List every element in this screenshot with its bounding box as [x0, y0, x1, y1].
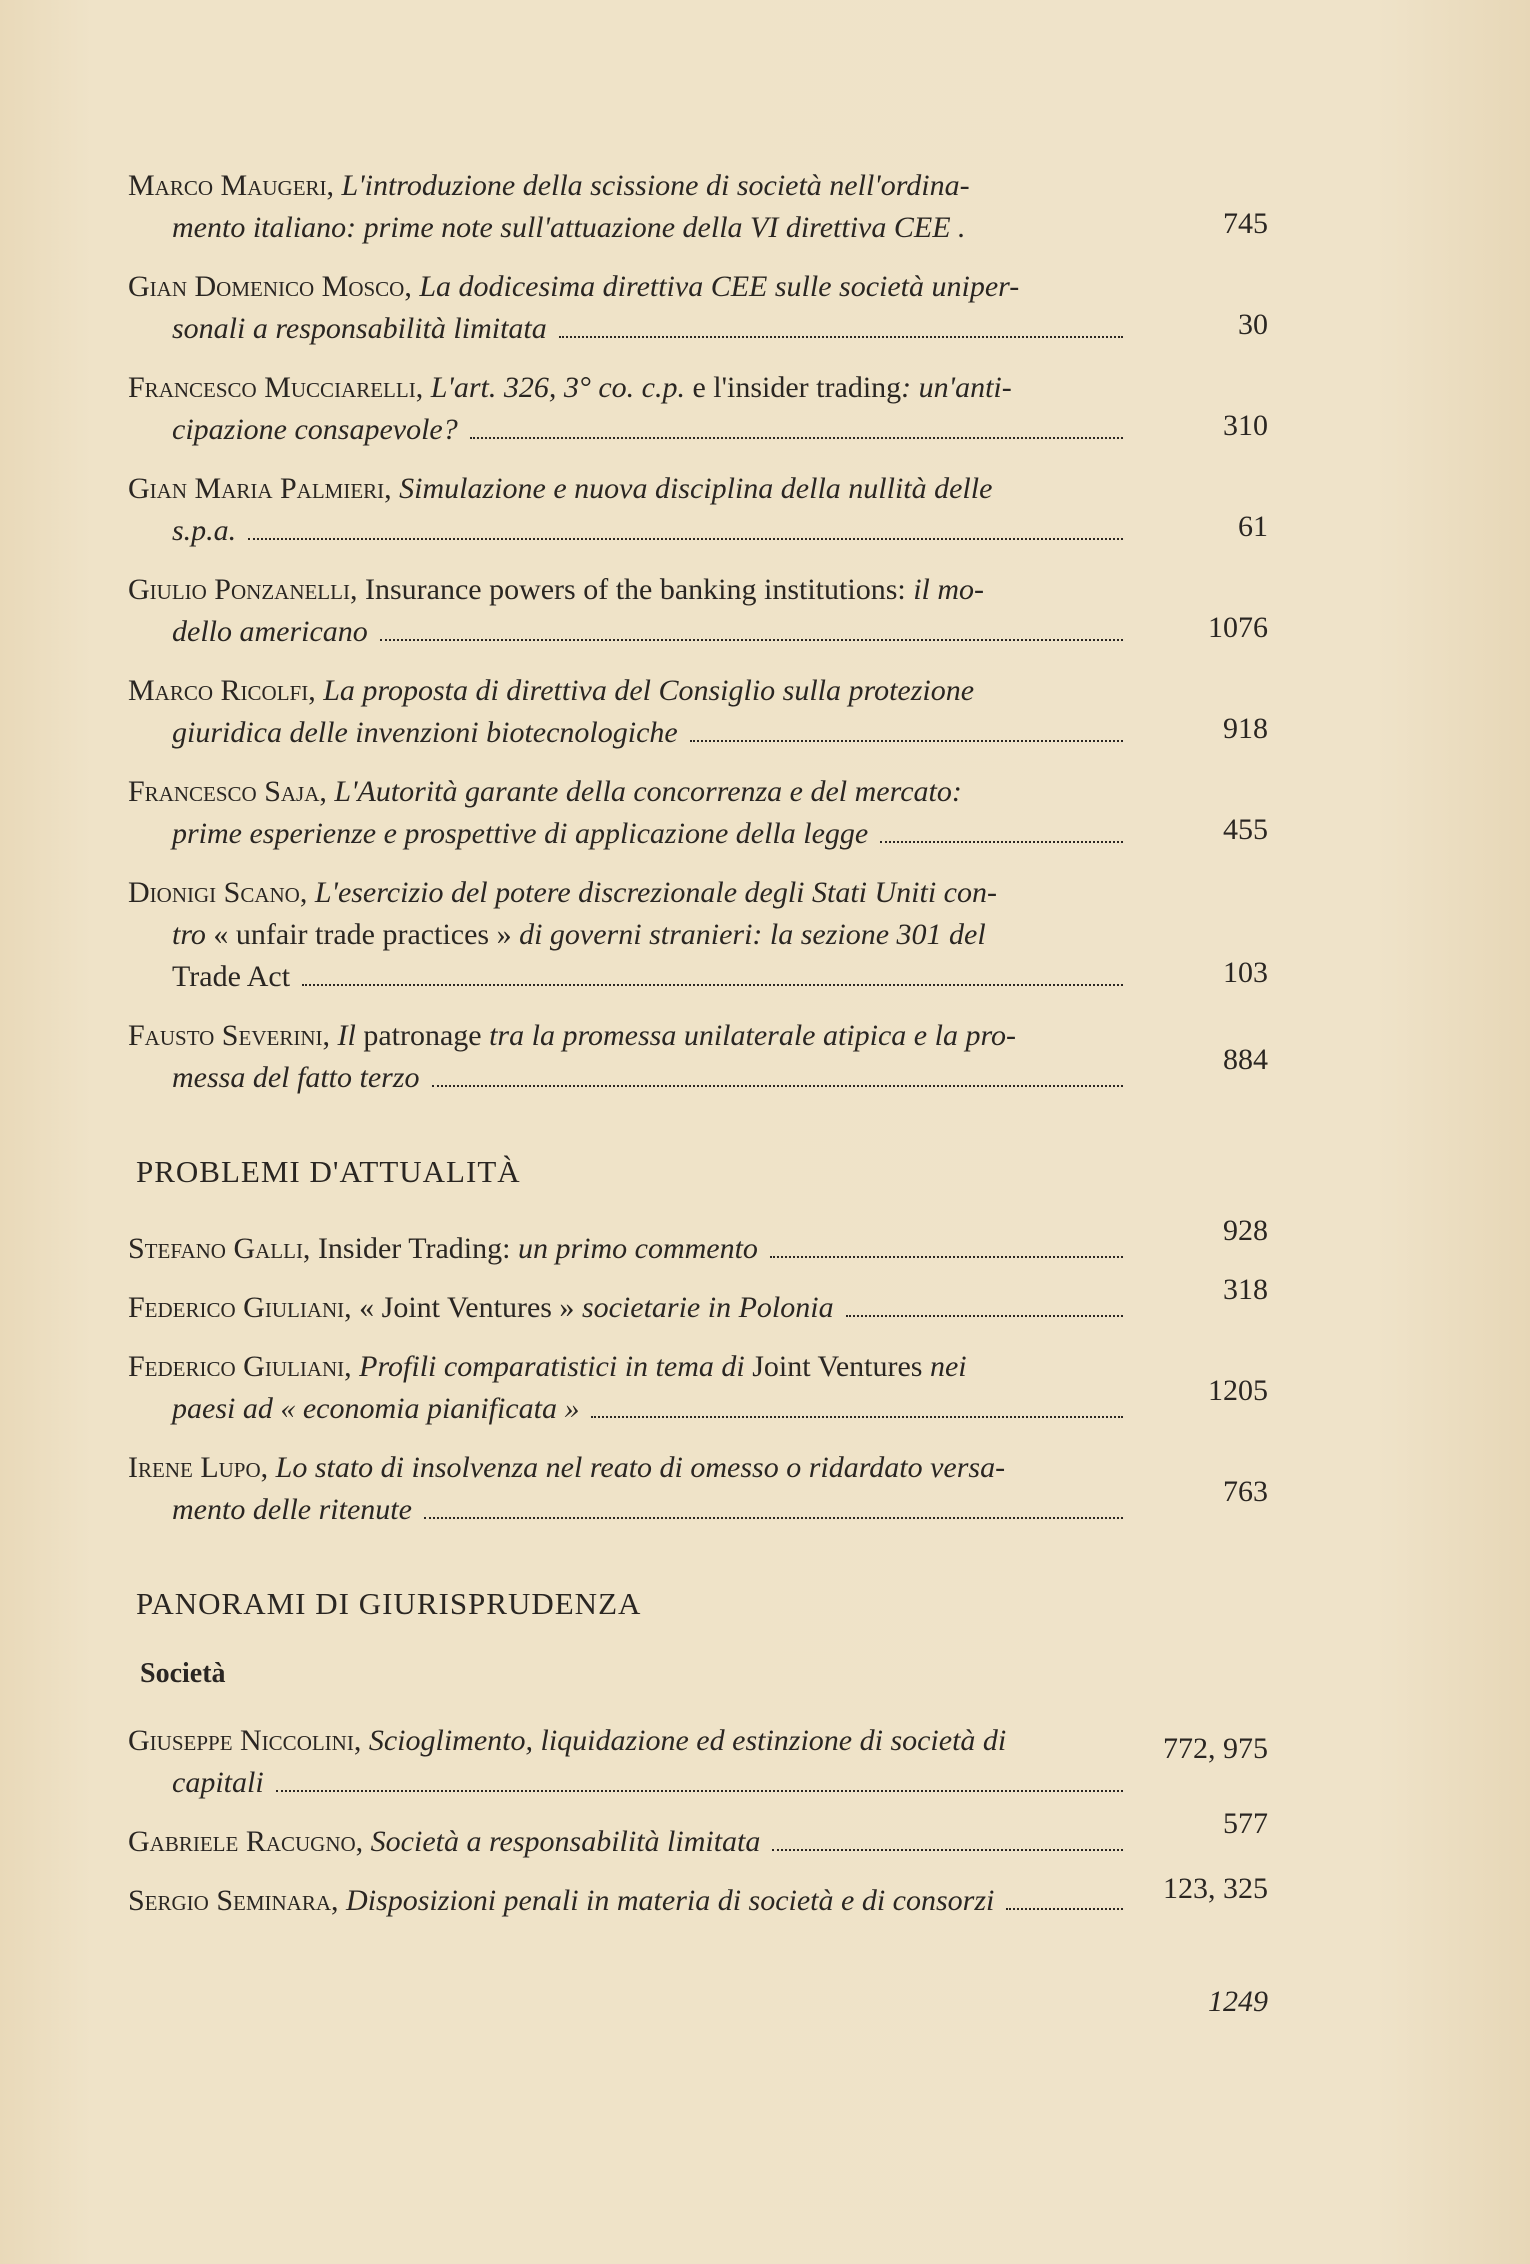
entry-page: 1076 [1208, 611, 1268, 644]
toc-entry [128, 872, 1268, 998]
dot-leader [432, 1085, 1124, 1087]
entry-title: : un'anti- [901, 371, 1012, 404]
entry-title: societarie in Polonia [574, 1291, 834, 1324]
dot-leader [770, 1256, 1123, 1258]
dot-leader [380, 639, 1123, 641]
entry-author: Gian Maria Palmieri, [128, 472, 392, 505]
toc-entry [128, 1346, 1268, 1430]
entry-page: 123, 325 [1163, 1872, 1268, 1905]
entry-title: Profili comparatistici in tema di [351, 1350, 745, 1383]
entry-author: Marco Ricolfi, [128, 674, 316, 707]
toc-entry [128, 1872, 1268, 1922]
toc-entry [128, 1015, 1268, 1099]
dot-leader [276, 1790, 1123, 1792]
entry-page: 310 [1223, 409, 1268, 442]
entry-title-continued: mento italiano: prime note sull'attuazione della VI direttiva CEE . [172, 211, 966, 244]
entry-page: 30 [1238, 308, 1268, 341]
entry-author: Dionigi Scano, [128, 876, 308, 909]
dot-leader [690, 740, 1123, 742]
entry-title: Scioglimento, liquidazione ed estinzione di società di [361, 1724, 1007, 1757]
dot-leader [248, 538, 1123, 540]
entry-page: 772, 975 [1163, 1732, 1268, 1765]
entry-author: Stefano Galli, [128, 1232, 311, 1265]
entry-author: Federico Giuliani, [128, 1291, 352, 1324]
table-of-contents [128, 165, 1268, 2018]
entry-title-continued: di governi stranieri: la sezione 301 del [511, 918, 986, 951]
entry-author: Federico Giuliani, [128, 1350, 352, 1383]
entry-title: Il [329, 1019, 356, 1052]
entry-page: 745 [1223, 207, 1268, 240]
section-heading: PROBLEMI D'ATTUALITÀ [136, 1154, 521, 1189]
entry-title: L'esercizio del potere discrezionale degli Stati Uniti con- [307, 876, 997, 909]
entry-plain-text: Joint Ventures [744, 1350, 923, 1383]
toc-entry [128, 670, 1268, 754]
entry-page: 455 [1223, 813, 1268, 846]
dot-leader [424, 1517, 1123, 1519]
entry-author: Giulio Ponzanelli, [128, 573, 358, 606]
entry-title-continued: s.p.a. [172, 514, 237, 547]
entry-author: Gabriele Racugno, [128, 1825, 364, 1858]
entry-page: 928 [1223, 1214, 1268, 1247]
toc-entry [128, 468, 1268, 552]
entry-title: L'introduzione della scissione di società nell'ordina- [334, 169, 970, 202]
entry-plain-text: e l'insider trading [684, 371, 902, 404]
dot-leader [302, 984, 1123, 986]
entry-title: nei [922, 1350, 967, 1383]
entry-title-continued: mento delle ritenute [172, 1493, 412, 1526]
entry-title-continued: cipazione consapevole? [172, 413, 458, 446]
section-heading: PANORAMI DI GIURISPRUDENZA [136, 1586, 642, 1621]
entry-author: Francesco Saja, [128, 775, 327, 808]
entry-plain-text: « unfair trade practices » [205, 918, 512, 951]
dot-leader [1006, 1908, 1123, 1910]
entry-author: Irene Lupo, [128, 1451, 269, 1484]
entry-page: 918 [1223, 712, 1268, 745]
toc-entry [128, 165, 1268, 249]
entry-title-continued: paesi ad « economia pianificata » [172, 1392, 580, 1425]
entry-author: Francesco Mucciarelli, [128, 371, 424, 404]
entry-title-continued: tro [172, 918, 206, 951]
entry-title: L'Autorità garante della concorrenza e del mercato: [326, 775, 962, 808]
entry-title: tra la promessa unilaterale atipica e la pro- [481, 1019, 1016, 1052]
entry-author: Sergio Seminara, [128, 1884, 339, 1917]
dot-leader [880, 841, 1123, 843]
entry-page: 884 [1223, 1043, 1268, 1076]
dot-leader [591, 1416, 1123, 1418]
toc-entry [128, 266, 1268, 350]
entry-author: Marco Maugeri, [128, 169, 335, 202]
entry-plain-text: Insider Trading: [310, 1232, 511, 1265]
toc-entry [128, 771, 1268, 855]
entry-page: 577 [1223, 1807, 1268, 1840]
dot-leader [470, 437, 1123, 439]
dot-leader [846, 1315, 1123, 1317]
entry-title-continued: prime esperienze e prospettive di applicazione della legge [172, 817, 869, 850]
dot-leader [772, 1849, 1123, 1851]
subsection-heading: Società [140, 1658, 226, 1689]
dot-leader [559, 336, 1123, 338]
toc-entry [128, 367, 1268, 451]
entry-author: Fausto Severini, [128, 1019, 330, 1052]
toc-entry [128, 1214, 1268, 1270]
entry-title: Società a responsabilità limitata [363, 1825, 761, 1858]
entry-author: Gian Domenico Mosco, [128, 270, 412, 303]
page-number: 1249 [1208, 1985, 1268, 2018]
toc-entry [128, 1447, 1268, 1531]
entry-title-continued: capitali [172, 1766, 264, 1799]
entry-title: Simulazione e nuova disciplina della nullità delle [391, 472, 993, 505]
entry-page: 61 [1238, 510, 1268, 543]
entry-title-continued: giuridica delle invenzioni biotecnologiche [172, 716, 678, 749]
entry-plain-text: « Joint Ventures » [351, 1291, 575, 1324]
entry-page: 318 [1223, 1273, 1268, 1306]
entry-plain-text: patronage [355, 1019, 482, 1052]
toc-entry [128, 569, 1268, 653]
entry-title-continued: sonali a responsabilità limitata [172, 312, 547, 345]
entry-title-continued: Trade Act [172, 960, 291, 993]
entry-author: Giuseppe Niccolini, [128, 1724, 362, 1757]
entry-title-continued: dello americano [172, 615, 368, 648]
entry-title: un primo commento [510, 1232, 758, 1265]
entry-page: 103 [1223, 956, 1268, 989]
entry-page: 1205 [1208, 1374, 1268, 1407]
entry-title: La dodicesima direttiva CEE sulle società uniper- [411, 270, 1020, 303]
toc-entry [128, 1807, 1268, 1863]
entry-title: Lo stato di insolvenza nel reato di omesso o ridardato versa- [268, 1451, 1006, 1484]
toc-entry [128, 1720, 1268, 1804]
entry-plain-text: Insurance powers of the banking institutions: [357, 573, 906, 606]
entry-title: La proposta di direttiva del Consiglio sulla protezione [315, 674, 975, 707]
toc-entry [128, 1273, 1268, 1329]
entry-title: L'art. 326, 3° co. c.p. [423, 371, 685, 404]
entry-title: il mo- [905, 573, 985, 606]
entry-page: 763 [1223, 1475, 1268, 1508]
entry-title-continued: messa del fatto terzo [172, 1061, 420, 1094]
entry-title: Disposizioni penali in materia di società e di consorzi [338, 1884, 995, 1917]
